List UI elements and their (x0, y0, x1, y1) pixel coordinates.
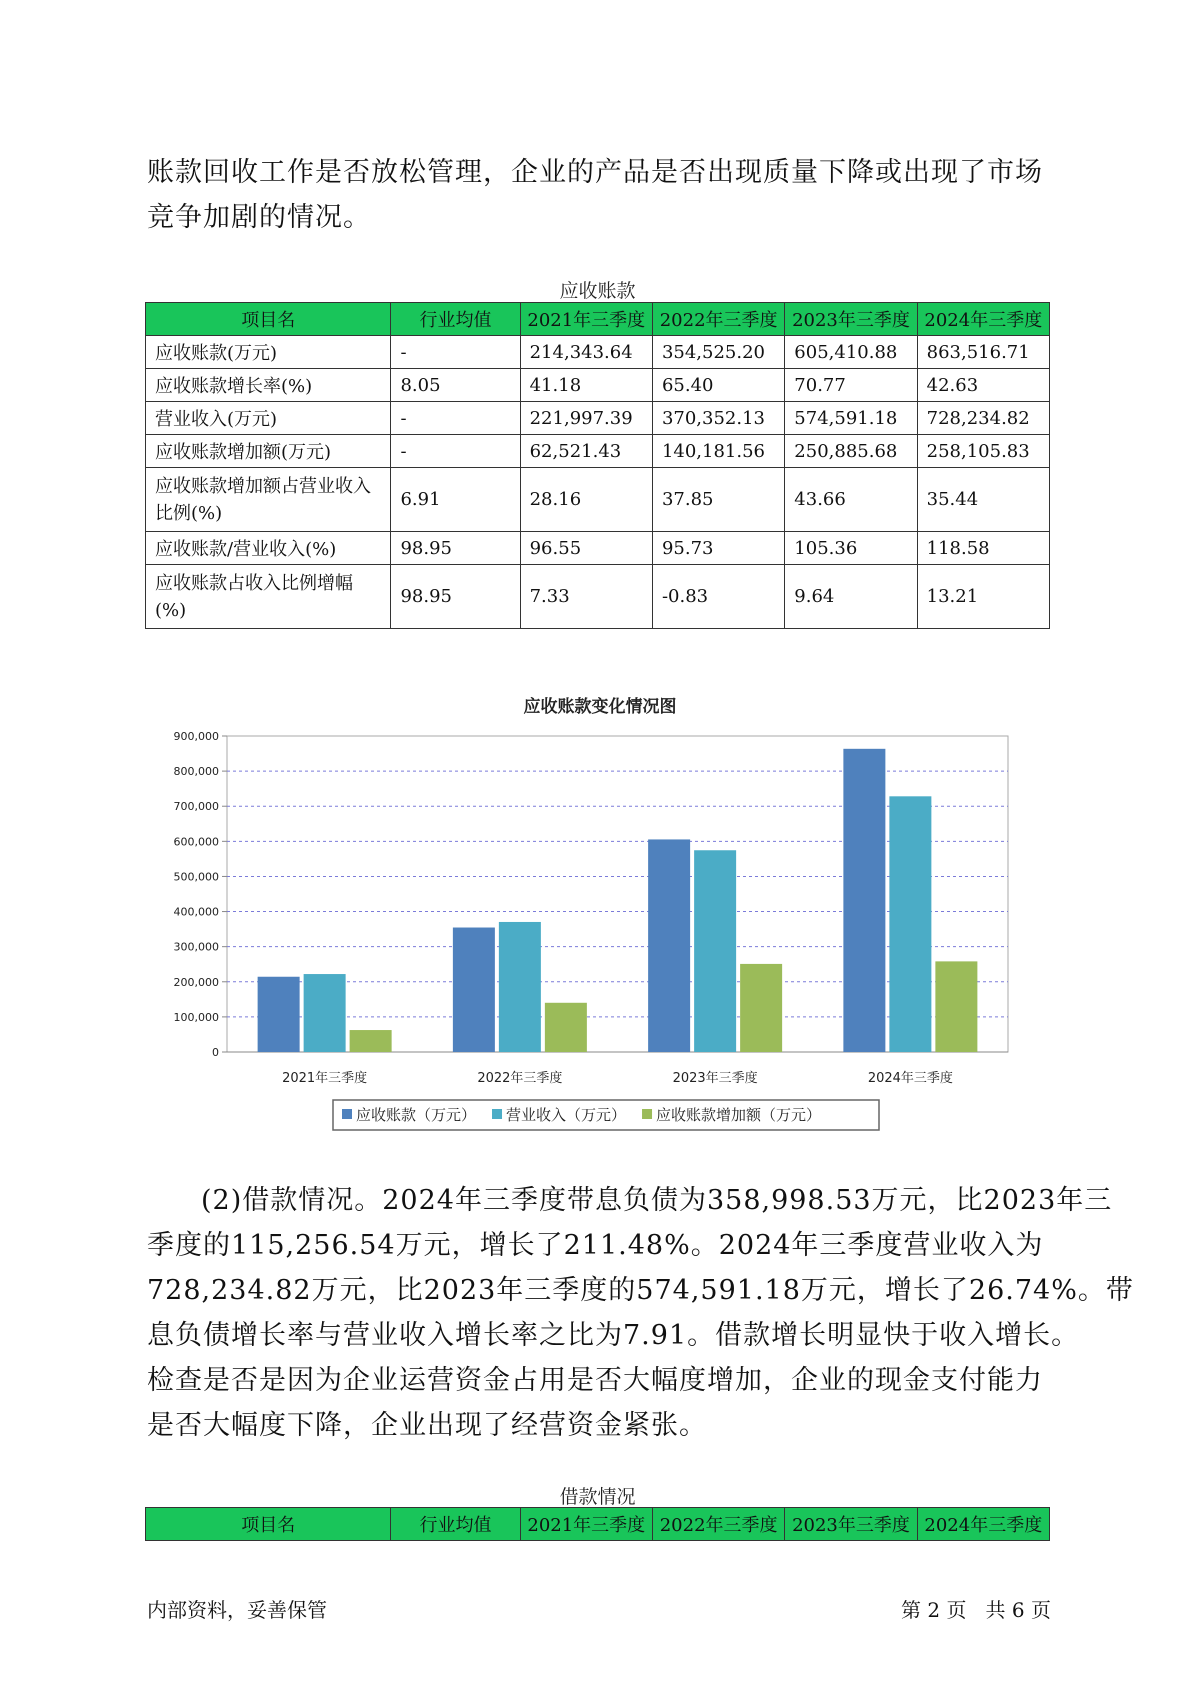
text-line: (2)借款情况。2024年三季度带息负债为358,998.53万元，比2023年三 (201, 1185, 1113, 1216)
table-cell: 应收账款(万元) (146, 336, 391, 369)
table-row (146, 435, 1050, 468)
text-line: 728,234.82万元，比2023年三季度的574,591.18万元，增长了26.74%。带 (147, 1275, 1134, 1306)
table-cell: 605,410.88 (785, 336, 917, 369)
table-cell: 96.55 (520, 532, 652, 565)
legend-label: 营业收入（万元） (506, 1106, 627, 1124)
y-tick-label: 300,000 (173, 940, 219, 954)
legend-swatch (342, 1109, 352, 1119)
header-cell: 2024年三季度 (917, 303, 1049, 336)
legend-swatch (642, 1109, 652, 1119)
table-cell: 营业收入(万元) (146, 402, 391, 435)
table-cell: 43.66 (785, 468, 917, 532)
x-tick-label: 2021年三季度 (282, 1071, 368, 1086)
table-cell: 应收账款占收入比例增幅(%) (146, 565, 391, 629)
table-row (146, 369, 1050, 402)
header-cell: 项目名 (146, 1508, 391, 1541)
table-cell: 98.95 (391, 565, 520, 629)
table-cell: 35.44 (917, 468, 1049, 532)
bar (843, 749, 885, 1052)
legend-swatch (492, 1109, 502, 1119)
table-cell: 370,352.13 (652, 402, 784, 435)
table-cell: 574,591.18 (785, 402, 917, 435)
x-tick-label: 2022年三季度 (477, 1071, 563, 1086)
y-tick-label: 200,000 (173, 975, 219, 989)
y-tick-label: 0 (212, 1046, 219, 1059)
header-cell: 2021年三季度 (520, 303, 652, 336)
page-number: 第 2 页 共 6 页 (901, 1598, 1051, 1622)
table-cell: 8.05 (391, 369, 520, 402)
bar (350, 1030, 392, 1052)
text-line: 是否大幅度下降，企业出现了经营资金紧张。 (147, 1410, 707, 1441)
y-tick-label: 500,000 (173, 870, 219, 884)
x-axis-ticks (282, 1070, 953, 1086)
text-line: 季度的115,256.54万元，增长了211.48%。2024年三季度营业收入为 (147, 1230, 1044, 1261)
table-cell: 应收账款增长率(%) (146, 369, 391, 402)
table-cell: 118.58 (917, 532, 1049, 565)
y-tick-label: 600,000 (173, 835, 219, 849)
text-line: 竞争加剧的情况。 (147, 202, 371, 233)
table-cell: 应收账款增加额(万元) (146, 435, 391, 468)
paragraph-intro (147, 150, 1052, 240)
borrowing-table (145, 1507, 1050, 1541)
table-cell: 863,516.71 (917, 336, 1049, 369)
bar (740, 964, 782, 1052)
table-cell: 70.77 (785, 369, 917, 402)
header-cell: 2024年三季度 (917, 1508, 1049, 1541)
table-cell: 214,343.64 (520, 336, 652, 369)
chart-title: 应收账款变化情况图 (523, 697, 677, 717)
table-cell: 6.91 (391, 468, 520, 532)
bar (258, 977, 300, 1052)
table-row (146, 468, 1050, 532)
table-cell: 7.33 (520, 565, 652, 629)
y-tick-label: 100,000 (173, 1010, 219, 1024)
header-cell: 2021年三季度 (520, 1508, 652, 1541)
table-cell: 105.36 (785, 532, 917, 565)
table-cell: 140,181.56 (652, 435, 784, 468)
table-cell: 62,521.43 (520, 435, 652, 468)
table-header-row (146, 1508, 1050, 1541)
table-cell: 37.85 (652, 468, 784, 532)
table-caption: 应收账款 (559, 280, 636, 302)
table-row (146, 336, 1050, 369)
table-cell: - (391, 402, 520, 435)
header-cell: 2022年三季度 (652, 303, 784, 336)
table-cell: -0.83 (652, 565, 784, 629)
text-line: 息负债增长率与营业收入增长率之比为7.91。借款增长明显快于收入增长。 (147, 1320, 1080, 1351)
y-tick-label: 700,000 (173, 800, 219, 814)
y-tick-label: 900,000 (173, 730, 219, 743)
table-cell: 41.18 (520, 369, 652, 402)
table-cell: 250,885.68 (785, 435, 917, 468)
footer-note: 内部资料，妥善保管 (147, 1598, 327, 1622)
table-cell: 95.73 (652, 532, 784, 565)
table-cell: 13.21 (917, 565, 1049, 629)
table-cell: 354,525.20 (652, 336, 784, 369)
text-line: 检查是否是因为企业运营资金占用是否大幅度增加，企业的现金支付能力 (147, 1365, 1043, 1396)
bar (304, 974, 346, 1052)
table-row (146, 532, 1050, 565)
table-cell: 728,234.82 (917, 402, 1049, 435)
receivables-bar-chart (160, 685, 1030, 1135)
table-cell: 221,997.39 (520, 402, 652, 435)
table-cell: 应收账款/营业收入(%) (146, 532, 391, 565)
table-row (146, 565, 1050, 629)
y-tick-label: 400,000 (173, 905, 219, 919)
bar (453, 928, 495, 1052)
table-header-row (146, 303, 1050, 336)
x-tick-label: 2023年三季度 (672, 1071, 758, 1086)
paragraph-borrowing (147, 1178, 1134, 1448)
bar (694, 850, 736, 1052)
legend-label: 应收账款（万元） (356, 1106, 477, 1124)
bar (499, 922, 541, 1052)
table-cell: 9.64 (785, 565, 917, 629)
table-cell: - (391, 435, 520, 468)
table-cell: 42.63 (917, 369, 1049, 402)
table-cell: 应收账款增加额占营业收入比例(%) (146, 468, 391, 532)
receivables-table (145, 302, 1050, 629)
x-tick-label: 2024年三季度 (867, 1071, 953, 1086)
header-cell: 2022年三季度 (652, 1508, 784, 1541)
y-tick-label: 800,000 (173, 765, 219, 779)
table-cell: 65.40 (652, 369, 784, 402)
bar (648, 839, 690, 1052)
header-cell: 2023年三季度 (785, 1508, 917, 1541)
text-line: 账款回收工作是否放松管理，企业的产品是否出现质量下降或出现了市场 (147, 157, 1043, 188)
header-cell: 行业均值 (391, 303, 520, 336)
table-cell: 28.16 (520, 468, 652, 532)
table-cell: 258,105.83 (917, 435, 1049, 468)
table-cell: - (391, 336, 520, 369)
header-cell: 项目名 (146, 303, 391, 336)
legend-label: 应收账款增加额（万元） (656, 1106, 822, 1124)
bar (935, 961, 977, 1052)
bar (545, 1003, 587, 1052)
legend (342, 1106, 821, 1124)
table-row (146, 402, 1050, 435)
table-cell: 98.95 (391, 532, 520, 565)
table-caption: 借款情况 (559, 1486, 636, 1508)
bar (889, 796, 931, 1052)
header-cell: 2023年三季度 (785, 303, 917, 336)
header-cell: 行业均值 (391, 1508, 520, 1541)
